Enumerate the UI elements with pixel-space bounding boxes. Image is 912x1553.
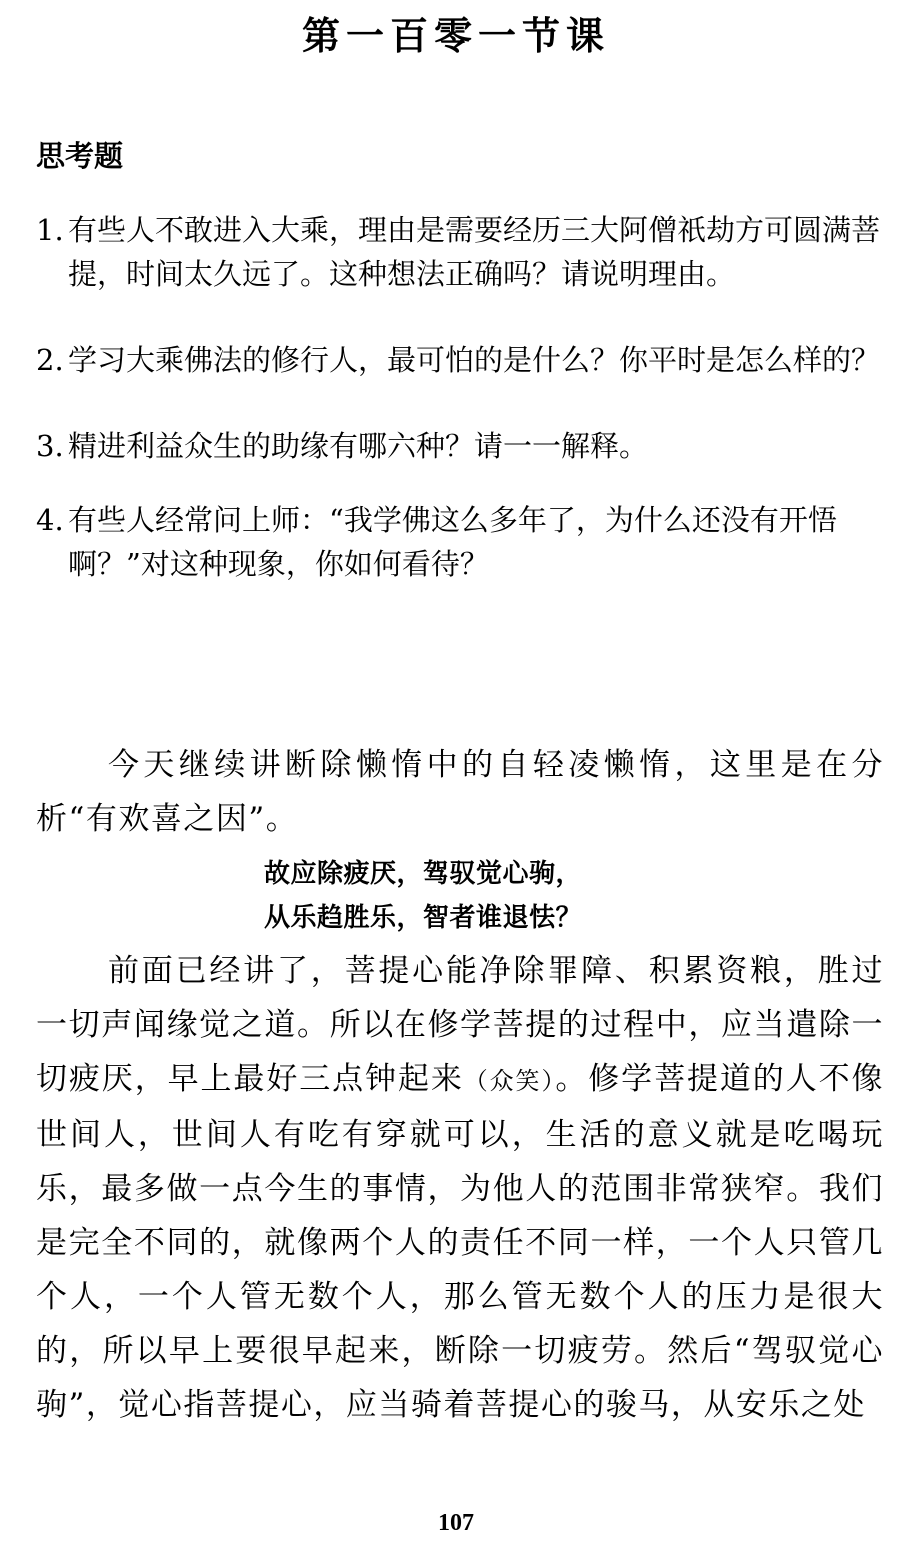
commentary-paragraph: [36, 944, 884, 1432]
question-item: [36, 208, 886, 296]
questions-list: [36, 208, 886, 628]
question-number: 1.: [36, 213, 64, 247]
page-title: 第一百零一节课: [301, 14, 610, 58]
audience-aside: （众笑）: [463, 1067, 556, 1095]
question-item: [36, 338, 886, 382]
question-text: 精进利益众生的助缘有哪六种？请一一解释。: [68, 429, 649, 463]
lecture-body: [36, 738, 884, 1432]
question-number: 3.: [36, 429, 64, 463]
verse-line: 从乐趋胜乐，智者谁退怯？: [264, 903, 583, 933]
verse-block: [36, 852, 884, 940]
commentary-text: 前面已经讲了，菩提心能净除罪障、积累资粮，胜过一切声闻缘觉之道。所以在修学菩提的过程中，应当遣除一切疲厌，早上最好三点钟起来: [36, 953, 884, 1097]
question-number: 4.: [36, 503, 64, 537]
question-text: 有些人经常问上师：“我学佛这么多年了，为什么还没有开悟啊？”对这种现象，你如何看待？: [68, 503, 837, 581]
question-item: [36, 424, 886, 468]
questions-heading: 思考题: [36, 139, 124, 173]
intro-paragraph: 今天继续讲断除懒惰中的自轻凌懒惰，这里是在分析“有欢喜之因”。: [36, 747, 884, 837]
page-number: 107: [438, 1510, 474, 1536]
verse-line: 故应除疲厌，驾驭觉心驹，: [264, 859, 583, 889]
question-text: 有些人不敢进入大乘，理由是需要经历三大阿僧祇劫方可圆满菩提，时间太久远了。这种想法正确吗？请说明理由。: [68, 213, 881, 291]
question-number: 2.: [36, 343, 64, 377]
commentary-text: 。修学菩提道的人不像世间人，世间人有吃有穿就可以，生活的意义就是吃喝玩乐，最多做一点今生的事情，为他人的范围非常狭窄。我们是完全不同的，就像两个人的责任不同一样，一个人只管几个人，一个人管无数个人，那么管无数个人的压力是很大的，所以早上要很早起来，断除一切疲劳。然后“驾驭觉心驹”，觉心指菩提心，应当骑着菩提心的骏马，从安乐之处: [36, 1061, 885, 1423]
question-item: [36, 498, 886, 586]
question-text: 学习大乘佛法的修行人，最可怕的是什么？你平时是怎么样的？: [68, 343, 881, 377]
